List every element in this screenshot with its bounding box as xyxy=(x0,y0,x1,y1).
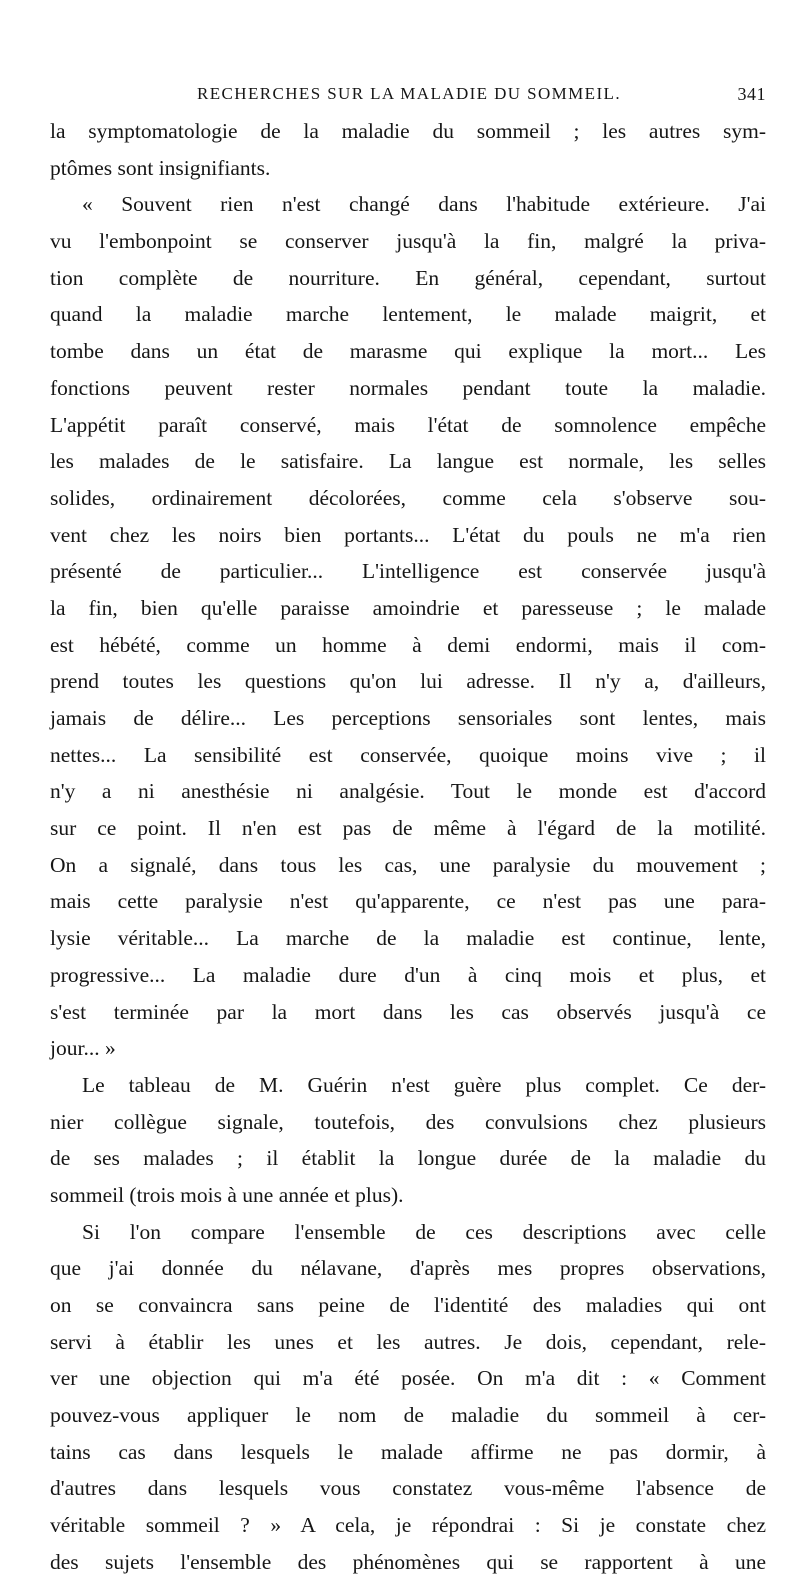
text-line: vent chez les noirs bien portants... L'état du pouls ne m'a rien xyxy=(50,522,766,547)
text-line: des sujets l'ensemble des phénomènes qui se rapportent à une xyxy=(50,1549,766,1574)
text-line: de ses malades ; il établit la longue durée de la maladie du xyxy=(50,1146,766,1171)
text-line: ver une objection qui m'a été posée. On m'a dit : « Comment xyxy=(50,1366,766,1391)
text-line: jamais de délire... Les perceptions sensoriales sont lentes, mais xyxy=(50,706,766,730)
text-line: est hébété, comme un homme à demi endormi, mais il com- xyxy=(50,632,766,657)
text-line: nier collègue signale, toutefois, des convulsions chez plusieurs xyxy=(50,1109,766,1134)
text-line: que j'ai donnée du nélavane, d'après mes propres observations, xyxy=(50,1256,766,1281)
text-line: lysie véritable... La marche de la maladie est continue, lente, xyxy=(50,926,766,951)
text-line: n'y a ni anesthésie ni analgésie. Tout le monde est d'accord xyxy=(50,779,766,804)
page-number: 341 xyxy=(737,84,766,104)
text-line: sommeil (trois mois à une année et plus). xyxy=(50,1182,404,1207)
text-line: tains cas dans lesquels le malade affirme ne pas dormir, à xyxy=(50,1439,766,1464)
text-line: on se convaincra sans peine de l'identité des maladies qui ont xyxy=(50,1293,766,1317)
text-line: les malades de le satisfaire. La langue est normale, les selles xyxy=(50,449,766,474)
text-line: fonctions peuvent rester normales pendant toute la maladie. xyxy=(50,375,766,400)
text-line: véritable sommeil ? » A cela, je répondrai : Si je constate chez xyxy=(50,1513,766,1538)
text-line: mais cette paralysie n'est qu'apparente, ce n'est pas une para- xyxy=(50,889,766,914)
text-line: L'appétit paraît conservé, mais l'état de somnolence empêche xyxy=(50,412,766,437)
running-header xyxy=(52,84,766,114)
text-line: vu l'embonpoint se conserver jusqu'à la fin, malgré la priva- xyxy=(50,229,766,254)
text-line: « Souvent rien n'est changé dans l'habitude extérieure. J'ai xyxy=(82,192,766,217)
running-title: RECHERCHES SUR LA MALADIE DU SOMMEIL. xyxy=(197,84,621,103)
text-line: jour... » xyxy=(50,1036,116,1061)
text-line: la symptomatologie de la maladie du sommeil ; les autres sym- xyxy=(50,119,766,143)
text-line: prend toutes les questions qu'on lui adresse. Il n'y a, d'ailleurs, xyxy=(50,669,766,694)
text-line: solides, ordinairement décolorées, comme cela s'observe sou- xyxy=(50,485,766,510)
text-line: d'autres dans lesquels vous constatez vous-même l'absence de xyxy=(50,1476,766,1501)
text-line: la fin, bien qu'elle paraisse amoindrie et paresseuse ; le malade xyxy=(50,595,766,620)
text-line: quand la maladie marche lentement, le malade maigrit, et xyxy=(50,302,766,327)
text-line: ptômes sont insignifiants. xyxy=(50,155,271,180)
text-line: Si l'on compare l'ensemble de ces descriptions avec celle xyxy=(82,1219,766,1244)
text-line: tombe dans un état de marasme qui explique la mort... Les xyxy=(50,339,766,364)
text-line: pouvez-vous appliquer le nom de maladie du sommeil à cer- xyxy=(50,1403,766,1428)
text-line: servi à établir les unes et les autres. Je dois, cependant, rele- xyxy=(50,1329,766,1354)
text-line: Le tableau de M. Guérin n'est guère plus complet. Ce der- xyxy=(82,1072,766,1097)
body-text xyxy=(50,113,766,1581)
text-line: progressive... La maladie dure d'un à cinq mois et plus, et xyxy=(50,962,766,987)
text-line: s'est terminée par la mort dans les cas observés jusqu'à ce xyxy=(50,999,766,1024)
text-line: présenté de particulier... L'intelligence est conservée jusqu'à xyxy=(50,559,766,584)
text-line: On a signalé, dans tous les cas, une paralysie du mouvement ; xyxy=(50,852,766,877)
text-line: tion complète de nourriture. En général, cependant, surtout xyxy=(50,265,766,290)
text-line: sur ce point. Il n'en est pas de même à l'égard de la motilité. xyxy=(50,816,766,841)
text-line: nettes... La sensibilité est conservée, quoique moins vive ; il xyxy=(50,742,766,767)
